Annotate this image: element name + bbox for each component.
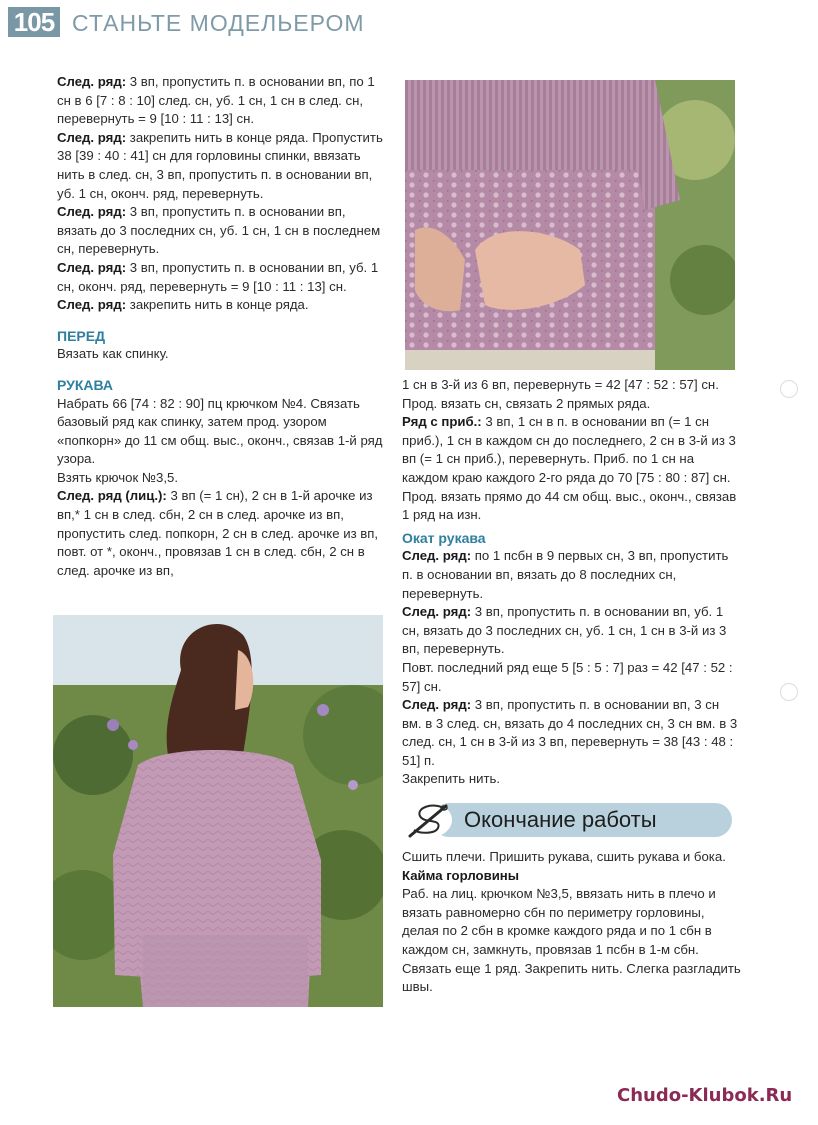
row-label: След. ряд: <box>57 129 127 145</box>
paragraph <box>402 696 742 770</box>
needle-thread-icon <box>402 800 458 840</box>
finishing-banner <box>402 800 732 840</box>
row-text: 3 вп, пропустить п. в основании вп, уб. 1 сн, оконч. ряд, перевернуть = 9 [10 : 11 : 13] сн. <box>57 259 379 294</box>
model-back-illustration <box>53 615 383 1007</box>
left-column <box>57 73 387 580</box>
neckline-text: Раб. на лиц. крючком №3,5, ввязать нить в плечо и вязать равномерно сбн по периметру горловины, делая по 2 сбн в кромке каждого ряда и по 1 сбн в каждом сн, замкнуть, провязав 1 псбн в 1-м сбн. Связать еще 1 ряд. Закрепить нить. Слегка разгладить швы. <box>402 886 741 995</box>
row-text: 3 вп (= 1 сн), 2 сн в 1-й арочке из вп,* 1 сн в след. сбн, 2 сн в след. арочке из вп, пропустить след. попкорн, 2 сн в след. арочке из вп, повт. от *, оконч., провязав 1 сн в след. сбн, 2 сн в след. арочке из вп, <box>57 488 379 578</box>
paragraph <box>57 259 387 296</box>
finishing-section <box>402 848 742 997</box>
row-label: След. ряд: <box>402 697 472 713</box>
paragraph <box>402 603 742 659</box>
row-label: След. ряд: <box>57 74 127 89</box>
paragraph <box>57 129 387 203</box>
row-text: 3 вп, пропустить п. в основании вп, вязать до 3 последних сн, уб. 1 сн, 1 сн в последнем сн, перевернуть. <box>57 204 381 257</box>
row-text: 3 вп, 1 сн в п. в основании вп (= 1 сн приб.), 1 сн в каждом сн до последнего, 2 сн в 3-й из 3 вп (= 1 сн приб.), перевернуть. Приб. по 1 сн на каждом краю каждого 2-го ряда до 70 [75 : 80 : 87] сн. Прод. вязать прямо до 44 см общ. выс., оконч., связав 1 ряд на изн. <box>402 414 737 523</box>
binder-hole <box>780 683 798 701</box>
row-text: закрепить нить в конце ряда. Пропустить 38 [39 : 40 : 41] сн для горловины спинки, ввязать нить в след. сн, 3 вп, пропустить п. в основании вп, уб. 1 сн, оконч. ряд, перевернуть. <box>57 129 383 201</box>
paragraph <box>402 547 742 603</box>
row-label: След. ряд: <box>57 204 127 220</box>
front-text: Вязать как спинку. <box>57 346 169 362</box>
binder-hole <box>780 380 798 398</box>
paragraph <box>402 413 742 525</box>
neckline-heading: Кайма горловины <box>402 867 520 883</box>
row-text: 3 вп, пропустить п. в основании вп, по 1 сн в 6 [7 : 8 : 10] след. сн, уб. 1 сн, 1 сн в след. сн, перевернуть = 9 [10 : 11 : 13] сн. <box>57 74 375 127</box>
sleeves-text: Набрать 66 [74 : 82 : 90] пц крючком №4. Связать базовый ряд как спинку, затем прод. узором «попкорн» до 11 см общ. выс., оконч., связав 1-й ряд узора. <box>57 395 383 467</box>
row-text: 3 вп, пропустить п. в основании вп, уб. 1 сн, вязать до 3 последних сн, уб. 1 сн, 1 сн в 3-й из 3 вп, перевернуть. <box>402 604 727 657</box>
row-text: закрепить нить в конце ряда. <box>126 297 309 313</box>
row-label: След. ряд: <box>57 259 127 275</box>
sweater-closeup-photo <box>405 80 735 370</box>
row-text: по 1 псбн в 9 первых сн, 3 вп, пропустить п. в основании вп, вязать до 8 последних сн, перевернуть. <box>402 548 729 601</box>
hook-text: Взять крючок №3,5. <box>57 469 179 485</box>
sweater-closeup-illustration <box>405 80 735 370</box>
front-heading: ПЕРЕД <box>57 327 106 344</box>
paragraph <box>57 73 387 129</box>
paragraph: 1 сн в 3-й из 6 вп, перевернуть = 42 [47 : 52 : 57] сн. Прод. вязать сн, связать 2 прямых ряда. <box>402 377 719 411</box>
row-label: Ряд с приб.: <box>402 414 482 430</box>
right-column <box>402 376 742 789</box>
finishing-text: Сшить плечи. Пришить рукава, сшить рукава и бока. <box>402 849 726 864</box>
paragraph: Закрепить нить. <box>402 771 501 787</box>
row-label: След. ряд: <box>402 604 472 620</box>
model-back-photo <box>53 615 383 1007</box>
paragraph <box>57 203 387 259</box>
row-text: 3 вп, пропустить п. в основании вп, 3 сн вм. в 3 след. сн, вязать до 4 последних сн, 3 сн вм. в 3 след. сн, 1 сн в 3-й из 3 вп, перевернуть = 38 [43 : 48 : 51] п. <box>402 697 738 768</box>
site-watermark: Chudo-Klubok.Ru <box>617 1085 793 1106</box>
page-title: СТАНЬТЕ МОДЕЛЬЕРОМ <box>72 10 365 36</box>
paragraph <box>57 296 387 315</box>
row-label: След. ряд: <box>57 297 127 313</box>
sleeve-cap-heading: Окат рукава <box>402 529 486 546</box>
finishing-title: Окончание работы <box>464 807 657 832</box>
paragraph <box>57 487 387 580</box>
row-label: След. ряд (лиц.): <box>57 488 167 504</box>
row-label: След. ряд: <box>402 548 472 564</box>
paragraph: Повт. последний ряд еще 5 [5 : 5 : 7] раз = 42 [47 : 52 : 57] сн. <box>402 659 733 694</box>
page-number: 105 <box>8 7 60 37</box>
sleeves-heading: РУКАВА <box>57 376 114 393</box>
